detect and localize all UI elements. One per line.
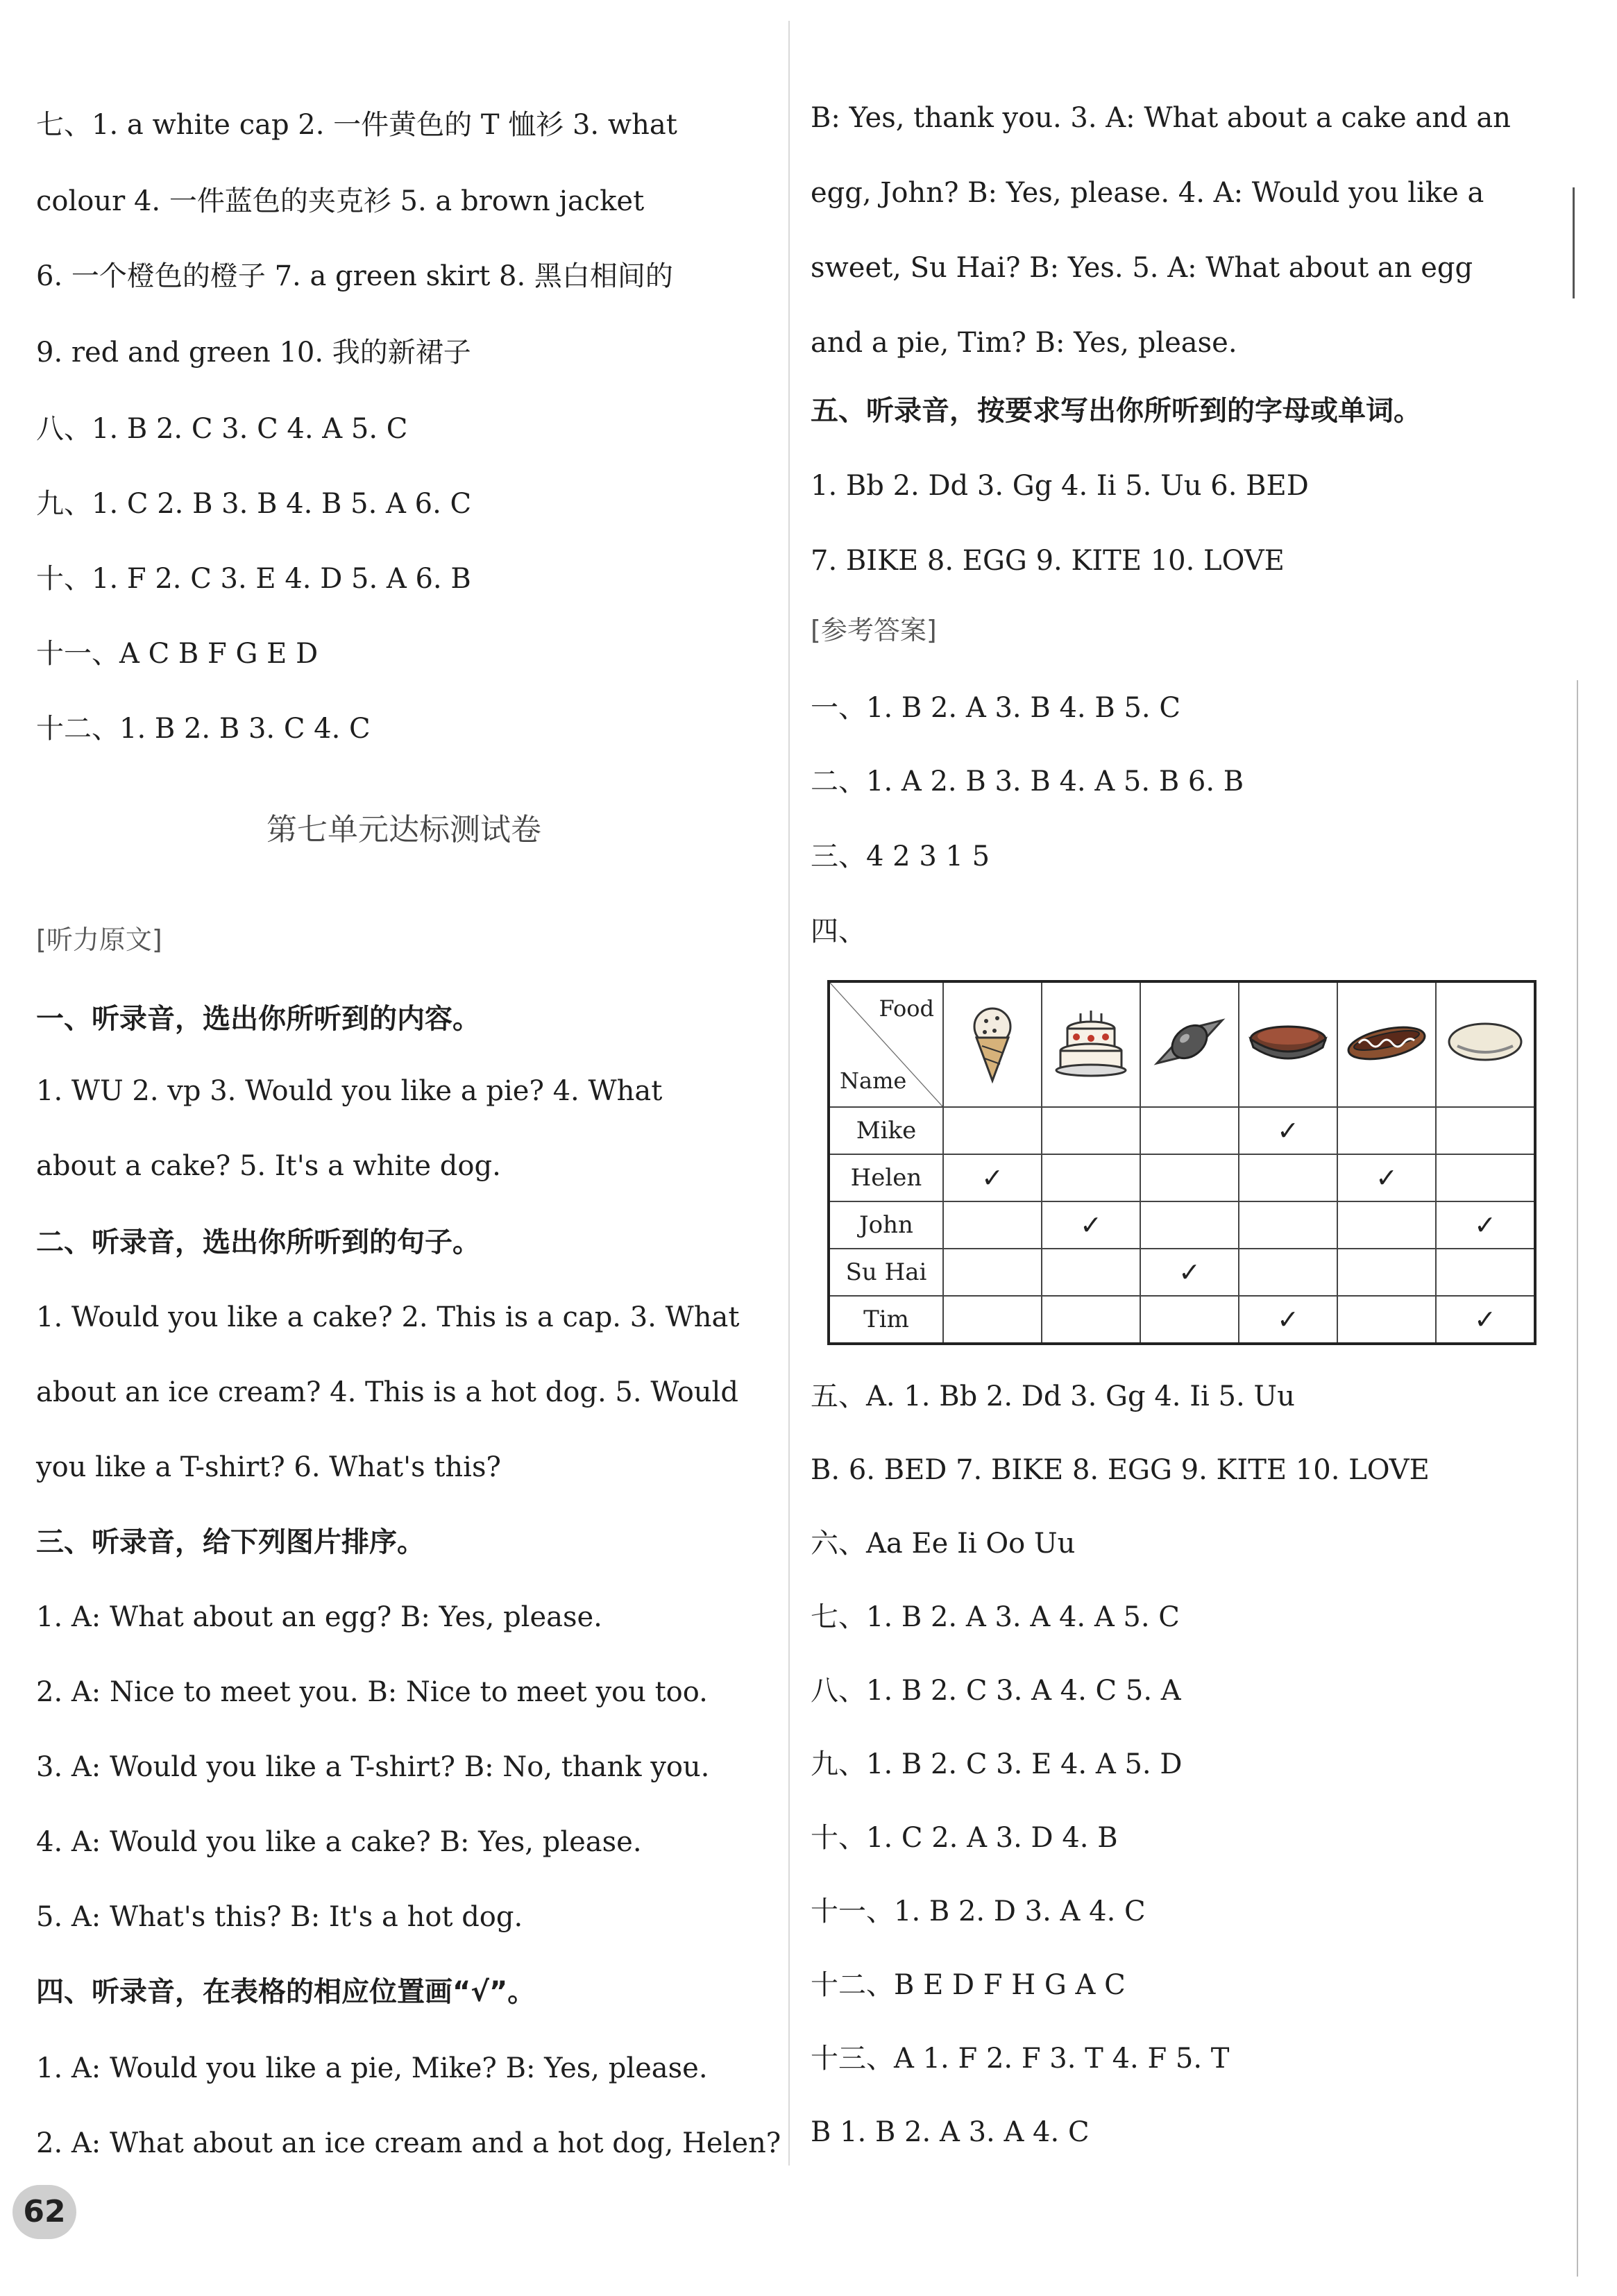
question-4-cont-line-4: and a pie, Tim? B: Yes, please. [811,327,1237,359]
tick-cell [1239,1249,1337,1296]
answer-section-10: 十、1. F 2. C 3. E 4. D 5. A 6. B [36,563,471,595]
tick-mark: ✓ [1080,1210,1102,1240]
question-1-line-2: about a cake? 5. It's a white dog. [36,1150,501,1182]
answer-5-line-2: B. 6. BED 7. BIKE 8. EGG 9. KITE 10. LOVE [811,1454,1430,1486]
pie-icon [1246,1014,1330,1070]
tick-mark: ✓ [1375,1163,1398,1193]
tick-mark: ✓ [981,1163,1004,1193]
table-row [829,1249,1535,1296]
tick-cell [1239,1296,1337,1344]
page-number: 62 [12,2185,76,2239]
question-2-line-2: about an ice cream? 4. This is a hot dog. 5. Would [36,1376,738,1408]
question-4-cont-line-2: egg, John? B: Yes, please. 4. A: Would you like a [811,177,1484,209]
page-edge-line [1577,680,1578,2277]
answer-3: 三、4 2 3 1 5 [811,841,990,872]
tick-cell [943,1201,1042,1249]
table-row [829,1296,1535,1344]
hot-dog-icon [1344,1014,1430,1070]
answer-2: 二、1. A 2. B 3. B 4. A 5. B 6. B [811,766,1244,797]
question-2-heading: 二、听录音，选出你所听到的句子。 [36,1226,480,1258]
tick-cell [1042,1154,1140,1201]
tick-cell [1239,1107,1337,1154]
tick-cell [1337,1249,1436,1296]
column-divider [788,21,790,2166]
sweet-icon [1151,1004,1228,1080]
egg-icon [1442,1014,1528,1070]
cake-icon [1053,1004,1129,1080]
table-row [829,1154,1535,1201]
row-name: Helen [829,1154,943,1201]
tick-mark: ✓ [1178,1257,1201,1288]
answer-7: 七、1. B 2. A 3. A 4. A 5. C [811,1601,1180,1633]
page-edge-mark [1573,187,1575,298]
answer-6: 六、Aa Ee Ii Oo Uu [811,1528,1076,1560]
answers-tag: [参考答案] [811,615,937,645]
name-label: Name [840,1067,907,1094]
tick-cell [1140,1201,1239,1249]
tick-mark: ✓ [1277,1304,1299,1335]
row-name: Su Hai [829,1249,943,1296]
table-row [829,1201,1535,1249]
table-header-corner [829,981,943,1107]
question-4-cont-line-1: B: Yes, thank you. 3. A: What about a cake and an [811,102,1511,134]
tick-cell [1140,1249,1239,1296]
tick-cell [943,1107,1042,1154]
answer-section-7-line-3: 6. 一个橙色的橙子 7. a green skirt 8. 黑白相间的 [36,260,673,292]
answer-12: 十二、B E D F H G A C [811,1969,1126,2001]
tick-mark: ✓ [1277,1115,1299,1146]
food-cake [1042,981,1140,1107]
tick-cell [1337,1201,1436,1249]
food-label: Food [879,995,934,1022]
tick-cell [943,1154,1042,1201]
question-1-heading: 一、听录音，选出你所听到的内容。 [36,1003,480,1035]
question-4-cont-line-3: sweet, Su Hai? B: Yes. 5. A: What about an egg [811,252,1473,284]
tick-cell [943,1296,1042,1344]
food-table [827,980,1536,1345]
food-sweet [1140,981,1239,1107]
answer-section-7-line-4: 9. red and green 10. 我的新裙子 [36,337,471,369]
tick-cell [1436,1296,1535,1344]
listening-script-tag: [听力原文] [36,925,162,955]
tick-cell [1140,1107,1239,1154]
question-3-line-3: 3. A: Would you like a T-shirt? B: No, thank you. [36,1751,710,1783]
tick-cell [1239,1201,1337,1249]
question-5-heading: 五、听录音，按要求写出你所听到的字母或单词。 [811,395,1421,427]
question-3-line-2: 2. A: Nice to meet you. B: Nice to meet you too. [36,1676,708,1708]
answer-13b: B 1. B 2. A 3. A 4. C [811,2116,1090,2148]
tick-cell [1436,1201,1535,1249]
question-4-line-2: 2. A: What about an ice cream and a hot dog, Helen? [36,2127,781,2159]
answer-section-7-line-1: 七、1. a white cap 2. 一件黄色的 T 恤衫 3. what [36,109,677,141]
answer-4: 四、 [811,915,866,947]
food-hot-dog [1337,981,1436,1107]
question-1-line-1: 1. WU 2. vp 3. Would you like a pie? 4. What [36,1075,663,1107]
tick-mark: ✓ [1474,1210,1496,1240]
answer-8: 八、1. B 2. C 3. A 4. C 5. A [811,1675,1181,1707]
row-name: Mike [829,1107,943,1154]
question-3-line-5: 5. A: What's this? B: It's a hot dog. [36,1901,523,1933]
answer-section-12: 十二、1. B 2. B 3. C 4. C [36,713,371,745]
row-name: John [829,1201,943,1249]
ice-cream-icon [968,1000,1017,1083]
answer-5-line-1: 五、A. 1. Bb 2. Dd 3. Gg 4. Ii 5. Uu [811,1381,1295,1412]
food-ice-cream [943,981,1042,1107]
tick-mark: ✓ [1474,1304,1496,1335]
question-2-line-3: you like a T-shirt? 6. What's this? [36,1451,501,1483]
answer-9: 九、1. B 2. C 3. E 4. A 5. D [811,1748,1183,1780]
tick-cell [1042,1296,1140,1344]
tick-cell [1239,1154,1337,1201]
tick-cell [1042,1107,1140,1154]
question-4-heading: 四、听录音，在表格的相应位置画“√”。 [36,1976,536,2008]
tick-cell [1042,1201,1140,1249]
table-row [829,1107,1535,1154]
row-name: Tim [829,1296,943,1344]
tick-cell [1042,1249,1140,1296]
answer-section-11: 十一、A C B F G E D [36,638,319,670]
tick-cell [943,1249,1042,1296]
food-egg [1436,981,1535,1107]
answer-11: 十一、1. B 2. D 3. A 4. C [811,1896,1146,1927]
answer-section-8: 八、1. B 2. C 3. C 4. A 5. C [36,413,408,445]
answer-13a: 十三、A 1. F 2. F 3. T 4. F 5. T [811,2043,1230,2075]
tick-cell [1337,1296,1436,1344]
answer-section-9: 九、1. C 2. B 3. B 4. B 5. A 6. C [36,488,472,520]
question-3-line-4: 4. A: Would you like a cake? B: Yes, please. [36,1826,642,1858]
tick-cell [1436,1107,1535,1154]
answer-1: 一、1. B 2. A 3. B 4. B 5. C [811,692,1180,724]
question-4-line-1: 1. A: Would you like a pie, Mike? B: Yes, please. [36,2052,708,2084]
tick-cell [1337,1154,1436,1201]
tick-cell [1436,1249,1535,1296]
tick-cell [1337,1107,1436,1154]
unit-title: 第七单元达标测试卷 [266,812,541,847]
question-3-line-1: 1. A: What about an egg? B: Yes, please. [36,1601,602,1633]
question-2-line-1: 1. Would you like a cake? 2. This is a cap. 3. What [36,1301,740,1333]
question-3-heading: 三、听录音，给下列图片排序。 [36,1526,425,1558]
answer-section-7-line-2: colour 4. 一件蓝色的夹克衫 5. a brown jacket [36,185,645,217]
tick-cell [1436,1154,1535,1201]
tick-cell [1140,1154,1239,1201]
food-pie [1239,981,1337,1107]
answer-10: 十、1. C 2. A 3. D 4. B [811,1822,1118,1854]
question-5-line-1: 1. Bb 2. Dd 3. Gg 4. Ii 5. Uu 6. BED [811,470,1309,502]
question-5-line-2: 7. BIKE 8. EGG 9. KITE 10. LOVE [811,545,1285,577]
tick-cell [1140,1296,1239,1344]
